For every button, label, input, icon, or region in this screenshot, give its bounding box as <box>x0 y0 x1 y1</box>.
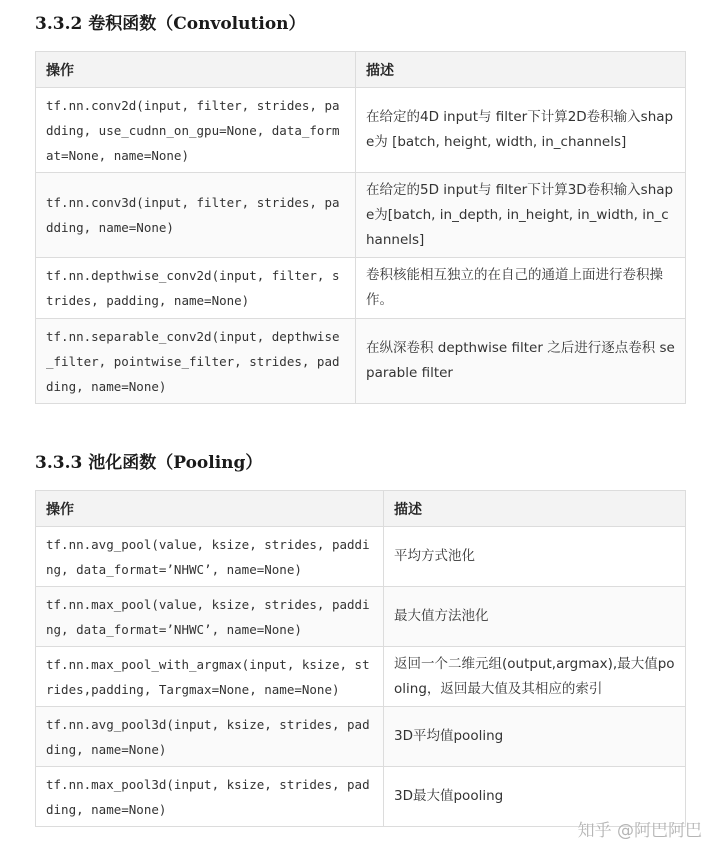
table-row <box>36 173 686 258</box>
description-cell: 3D最大值pooling <box>384 767 686 827</box>
column-header-description: 描述 <box>356 52 686 88</box>
operation-cell: tf.nn.max_pool_with_argmax(input, ksize, strides,padding, Targmax=None, name=None) <box>36 647 384 707</box>
operation-cell: tf.nn.avg_pool(value, ksize, strides, padding, data_format=’NHWC’, name=None) <box>36 527 384 587</box>
operation-cell: tf.nn.conv3d(input, filter, strides, padding, name=None) <box>36 173 356 258</box>
column-header-description: 描述 <box>384 491 686 527</box>
table-row <box>36 707 686 767</box>
table-row <box>36 587 686 647</box>
operation-cell: tf.nn.depthwise_conv2d(input, filter, strides, padding, name=None) <box>36 258 356 319</box>
operation-cell: tf.nn.max_pool(value, ksize, strides, padding, data_format=’NHWC’, name=None) <box>36 587 384 647</box>
description-cell: 卷积核能相互独立的在自己的通道上面进行卷积操作。 <box>356 258 686 319</box>
table-row <box>36 319 686 404</box>
description-cell: 平均方式池化 <box>384 527 686 587</box>
description-cell: 最大值方法池化 <box>384 587 686 647</box>
operation-cell: tf.nn.separable_conv2d(input, depthwise_filter, pointwise_filter, strides, padding, name=None) <box>36 319 356 404</box>
operation-cell: tf.nn.conv2d(input, filter, strides, padding, use_cudnn_on_gpu=None, data_format=None, name=None) <box>36 88 356 173</box>
column-header-operation: 操作 <box>36 52 356 88</box>
pooling-table <box>35 490 686 827</box>
table-header-row <box>36 491 686 527</box>
description-cell: 返回一个二维元组(output,argmax),最大值pooling，返回最大值及其相应的索引 <box>384 647 686 707</box>
description-cell: 3D平均值pooling <box>384 707 686 767</box>
description-cell: 在给定的5D input与 filter下计算3D卷积输入shape为[batch, in_depth, in_height, in_width, in_channels] <box>356 173 686 258</box>
table-row <box>36 647 686 707</box>
table-row <box>36 258 686 319</box>
convolution-table <box>35 51 686 404</box>
description-cell: 在纵深卷积 depthwise filter 之后进行逐点卷积 separable filter <box>356 319 686 404</box>
table-row <box>36 527 686 587</box>
operation-cell: tf.nn.avg_pool3d(input, ksize, strides, padding, name=None) <box>36 707 384 767</box>
table-header-row <box>36 52 686 88</box>
watermark: 知乎 @阿巴阿巴 <box>577 821 702 841</box>
operation-cell: tf.nn.max_pool3d(input, ksize, strides, padding, name=None) <box>36 767 384 827</box>
column-header-operation: 操作 <box>36 491 384 527</box>
section-heading-convolution: 3.3.2 卷积函数（Convolution） <box>35 14 306 34</box>
description-cell: 在给定的4D input与 filter下计算2D卷积输入shape为 [batch, height, width, in_channels] <box>356 88 686 173</box>
table-row <box>36 88 686 173</box>
section-heading-pooling: 3.3.3 池化函数（Pooling） <box>35 453 263 473</box>
